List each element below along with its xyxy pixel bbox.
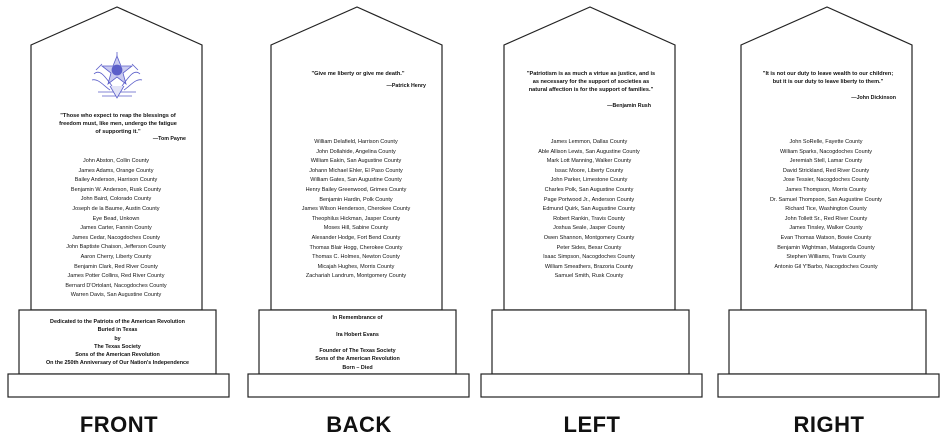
- list-item: Benjamin Wightman, Matagorda County: [777, 244, 875, 251]
- front-quote-author: —Tom Payne: [152, 136, 186, 142]
- list-item: Peter Sides, Bexar County: [556, 244, 622, 251]
- list-item: Bailey Anderson, Harrison County: [74, 177, 158, 184]
- left-quote: "Patriotism is as much a virtue as justice, and is as necessary for the support of societies as natural affection is for the support of families.": [526, 71, 656, 93]
- left-quote-author: —Benjamin Rush: [607, 103, 651, 109]
- front-names-list: [40, 157, 192, 301]
- left-names-list: [513, 138, 665, 282]
- list-item: John Tollett Sr., Red River County: [784, 215, 868, 222]
- list-item: John Abston, Collin County: [82, 158, 150, 164]
- list-item: Joseph de la Baume, Austin County: [72, 205, 160, 212]
- list-item: William Eakin, San Augustine County: [310, 158, 402, 165]
- list-item: Issac Moore, Liberty County: [554, 167, 624, 174]
- back-quote: "Give me liberty or give me death.": [311, 71, 405, 77]
- list-item: Micajah Hughes, Morris County: [317, 263, 395, 270]
- list-item: John Dollahide, Angelina County: [316, 148, 396, 155]
- label-back: BACK: [326, 412, 392, 437]
- list-item: James Adams, Orange County: [78, 167, 154, 174]
- list-item: Antonio Gil Y'Barbo, Nacogdoches County: [774, 263, 878, 270]
- list-item: William Sparks, Nacogdoches County: [779, 148, 872, 155]
- back-base-inscription: In Remembrance of Ira Hobert Evans Founder of The Texas Society Sons of the American Revolution Born – Died: [315, 315, 400, 371]
- list-item: James Potter Collins, Red River County: [67, 273, 165, 280]
- list-item: John SoRelle, Fayette County: [789, 139, 863, 145]
- list-item: James Carter, Fannin County: [80, 225, 152, 232]
- list-item: James Lemmon, Dallas County: [550, 139, 628, 145]
- society-emblem-icon: [88, 52, 146, 102]
- list-item: Thomas C. Holmes, Newton County: [312, 254, 400, 261]
- list-item: Robert Rankin, Travis County: [553, 215, 625, 222]
- front-base-inscription: Dedicated to the Patriots of the American Revolution Buried in Texas by The Texas Society Sons of the American Revolution On the 250th Anniversary of Our Nation's Independence: [45, 319, 190, 367]
- list-item: Zachariah Landrum, Montgomery County: [305, 273, 407, 280]
- monument-front: [0, 0, 238, 443]
- list-item: Samuel Smith, Rusk County: [554, 273, 624, 280]
- list-item: Benjamin W. Anderson, Rusk County: [70, 186, 162, 193]
- list-item: Theophilus Hickman, Jasper County: [311, 215, 401, 222]
- list-item: William Gates, San Augustine County: [310, 177, 402, 184]
- list-item: John Baptiste Chaison, Jefferson County: [66, 244, 166, 251]
- monument-back: [240, 0, 478, 443]
- label-left: LEFT: [563, 412, 621, 437]
- list-item: James Wilson Henderson, Cherokee County: [301, 206, 411, 213]
- list-item: Stephen Williams, Travis County: [786, 254, 866, 261]
- list-item: Henry Bailey Greenwood, Grimes County: [305, 186, 407, 193]
- list-item: Bernard D'Ortolant, Nacogdoches County: [65, 282, 167, 289]
- list-item: Jeremiah Stell, Lamar County: [789, 158, 863, 165]
- list-item: James Tinsley, Walker County: [789, 225, 863, 232]
- list-item: Johann Michael Ehler, El Paso County: [309, 167, 403, 174]
- list-item: Evan Thomas Watson, Bowie County: [780, 234, 872, 241]
- label-right: RIGHT: [793, 412, 865, 437]
- monument-right: [710, 0, 948, 443]
- list-item: Mark Lott Manning, Walker County: [546, 158, 632, 165]
- list-item: Eye Bead, Unkown: [92, 215, 140, 222]
- list-item: Jose Tessier, Nacogdoches County: [783, 177, 869, 184]
- list-item: Thomas Blair Hogg, Cherokee County: [309, 244, 403, 251]
- list-item: Warren Davis, San Augustine County: [70, 292, 162, 299]
- list-item: David Strickland, Red River County: [782, 167, 870, 174]
- list-item: James Cedar, Nacogdoches County: [71, 234, 161, 241]
- back-quote-author: —Patrick Henry: [386, 83, 426, 89]
- list-item: Joshua Seale, Jasper County: [553, 225, 625, 232]
- list-item: Benjamin Clark, Red River County: [74, 263, 158, 270]
- monument-left: [473, 0, 711, 443]
- list-item: Dr. Samuel Thompson, San Augustine County: [769, 196, 883, 203]
- list-item: Able Allison Lewis, San Augustine County: [538, 148, 640, 155]
- list-item: Owen Shannon, Montgomery County: [543, 234, 635, 241]
- list-item: William Delafield, Harrison County: [314, 139, 398, 145]
- list-item: Charles Polk, San Augustine County: [544, 186, 634, 193]
- right-quote: "It is not our duty to leave wealth to our children; but it is our duty to leave liberty to them.": [762, 71, 894, 85]
- front-quote: "Those who expect to reap the blessings of freedom must, like men, undergo the fatigue of supporting it.": [59, 113, 177, 135]
- list-item: Richard Tice, Washington County: [785, 206, 867, 213]
- list-item: Alexander Hodge, Fort Bend County: [311, 234, 401, 241]
- list-item: Edmund Quirk, San Augustine County: [542, 206, 636, 213]
- right-quote-author: —John Dickinson: [851, 95, 896, 101]
- right-names-list: [750, 138, 902, 272]
- label-front: FRONT: [79, 412, 159, 437]
- list-item: Isaac Simpson, Nacogdoches County: [543, 254, 635, 261]
- list-item: Page Portwood Jr., Anderson County: [543, 196, 635, 203]
- list-item: James Thompson, Morris County: [785, 186, 867, 193]
- back-names-list: [280, 138, 432, 282]
- list-item: William Smeathers, Brazoria County: [544, 263, 634, 270]
- list-item: John Baird, Colorado County: [80, 196, 152, 203]
- list-item: John Parker, Limestone County: [550, 177, 628, 184]
- list-item: Benjamin Hardin, Polk County: [319, 196, 393, 203]
- list-item: Moses Hill, Sabine County: [323, 225, 389, 232]
- list-item: Aaron Cherry, Liberty County: [80, 253, 152, 260]
